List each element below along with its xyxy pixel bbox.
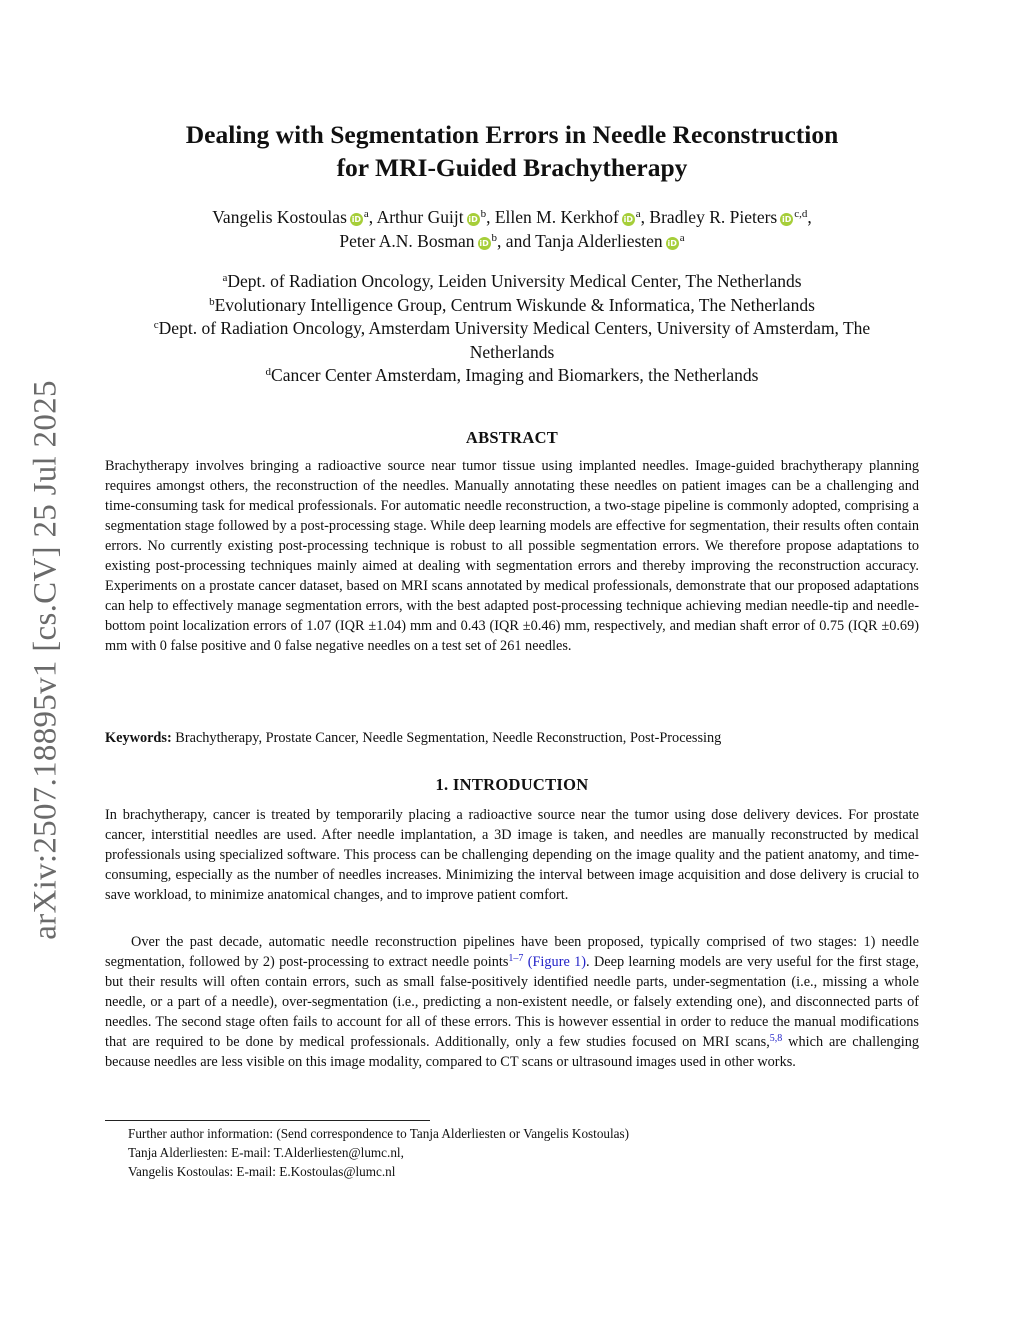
author-list — [100, 205, 924, 253]
footnote-line: Further author information: (Send correspondence to Tanja Alderliesten or Vangelis Kostoulas) — [128, 1126, 630, 1141]
intro-p2-text-a: Over the past decade, automatic needle reconstruction pipelines have been proposed, typically comprised of two stages: 1) needle segmentation, followed by 2) post-processing to extract needle points — [105, 934, 919, 970]
author-line-2 — [100, 229, 924, 253]
intro-paragraph-2 — [105, 932, 919, 1072]
keywords-line — [105, 728, 919, 748]
citation-link[interactable]: 5,8 — [769, 1033, 783, 1044]
paper-title — [100, 118, 924, 184]
author-separator: , — [807, 207, 812, 227]
figure-1-link[interactable]: (Figure 1) — [527, 954, 587, 970]
affiliation-mark: d — [265, 366, 272, 378]
orcid-icon[interactable]: iD — [351, 215, 362, 224]
affiliation-text: Dept. of Radiation Oncology, Amsterdam University Medical Centers, University of Amsterdam, The Netherlands — [158, 318, 871, 362]
author-separator: , — [640, 207, 650, 227]
footnotes — [128, 1124, 908, 1181]
affiliation-item — [100, 317, 924, 364]
footnote-line: Vangelis Kostoulas: E-mail: E.Kostoulas@lumc.nl — [128, 1164, 396, 1179]
affiliation-mark: b — [209, 295, 215, 308]
affiliation-text: Dept. of Radiation Oncology, Leiden University Medical Center, The Netherlands — [227, 271, 802, 291]
arxiv-margin-id[interactable]: arXiv:2507.18895v1 [cs.CV] 25 Jul 2025 — [27, 380, 64, 940]
orcid-icon[interactable]: iD — [468, 215, 478, 224]
title-line-2: for MRI-Guided Brachytherapy — [336, 153, 688, 182]
author-separator: , — [368, 207, 377, 227]
intro-paragraph-1: In brachytherapy, cancer is treated by temporarily placing a radioactive source near the tumor using dose delivery devices. For prostate cancer, interstitial needles are used. After needle implantation, a 3D image is taken, and needles are manually reconstructed by medical professionals using specialized software. This process can be challenging depending on the image quality and the patient anatomy, and time-consuming, especially as the number of needles increases. Minimizing the interval between image acquisition and dose delivery is crucial to save workload, to minimize anatomical changes, and to improve patient comfort. — [105, 807, 919, 903]
intro-p2-text-c: which are challenging because needles are less visible on this image modality, compared to CT scans or ultrasound images used in other works. — [105, 1034, 920, 1070]
orcid-icon[interactable]: iD — [623, 215, 633, 224]
author-name: Vangelis Kostoulas — [212, 207, 347, 227]
author-separator: , and — [497, 231, 536, 251]
author-name: Peter A.N. Bosman — [339, 231, 475, 251]
abstract-body: Brachytherapy involves bringing a radioactive source near tumor tissue using implanted needles. Image-guided brachytherapy planning requires amongst others, the reconstruction of the needles. Manually annotating these needles on patient images can be a challenging and time-consuming task for medical professionals. For automatic needle reconstruction, a two-stage pipeline is commonly adopted, comprising a segmentation stage followed by a post-processing stage. While deep learning models are effective for segmentation, their results often contain errors. No currently existing post-processing technique is robust to all possible segmentation errors. We therefore propose adaptations to existing post-processing techniques mainly aimed at dealing with segmentation errors and thereby improving the reconstruction accuracy. Experiments on a prostate cancer dataset, based on MRI scans annotated by medical professionals, demonstrate that our proposed adaptations can help to effectively manage segmentation errors, with the best adapted post-processing technique achieving median needle-tip and needle-bottom point localization errors of 1.07 (IQR ±1.04) mm and 0.43 (IQR ±0.46) mm, respectively, and median shaft error of 0.75 (IQR ±0.69) mm with 0 false positive and 0 false negative needles on a test set of 261 needles. — [105, 458, 919, 654]
orcid-icon[interactable]: iD — [667, 239, 677, 248]
author-affiliation-mark: a — [679, 232, 685, 244]
orcid-icon[interactable]: iD — [782, 215, 792, 224]
author-affiliation-mark: b — [480, 208, 487, 220]
author-line-1 — [100, 205, 924, 229]
intro-p2-text-b: . Deep learning models are very useful for the first stage, but their results will often contain errors, such as small false-positively identified needle parts, under-segmentation (i.e., missing a whole needle, or a part of a needle), over-segmentation (i.e., predicting a non-existent needle, or falsely extending one), and disconnected parts of needles. The second stage often fails to account for all of these errors. This is however essential in order to reduce the manual modifications that are required to be done by medical professionals. Additionally, only a few studies focused on MRI scans, — [105, 954, 920, 1050]
citation-link[interactable]: 1–7 — [508, 953, 524, 964]
author-affiliation-mark: a — [635, 208, 641, 220]
abstract-heading: ABSTRACT — [465, 428, 559, 447]
affiliation-text: Cancer Center Amsterdam, Imaging and Biomarkers, the Netherlands — [271, 365, 759, 385]
orcid-icon[interactable]: iD — [479, 239, 489, 248]
author-affiliation-mark: b — [491, 232, 498, 244]
affiliation-item — [100, 364, 924, 388]
affiliation-list — [100, 270, 924, 388]
title-line-1: Dealing with Segmentation Errors in Needle Reconstruction — [185, 120, 839, 149]
author-name: Arthur Guijt — [376, 207, 464, 227]
keywords-text: Brachytherapy, Prostate Cancer, Needle Segmentation, Needle Reconstruction, Post-Processing — [175, 730, 722, 746]
keywords-label: Keywords: — [105, 730, 172, 746]
affiliation-item — [100, 294, 924, 318]
footnote-divider — [105, 1120, 430, 1121]
author-affiliation-mark: c,d — [794, 208, 808, 220]
author-separator: , — [486, 207, 495, 227]
affiliation-mark: c — [153, 319, 159, 331]
author-name: Tanja Alderliesten — [535, 231, 663, 251]
footnote-line: Tanja Alderliesten: E-mail: T.Alderliesten@lumc.nl, — [128, 1145, 404, 1160]
author-name: Bradley R. Pieters — [649, 207, 778, 227]
affiliation-item — [100, 270, 924, 294]
author-affiliation-mark: a — [363, 208, 369, 220]
author-name: Ellen M. Kerkhof — [494, 207, 619, 227]
introduction-heading: 1. INTRODUCTION — [435, 775, 589, 794]
affiliation-text: Evolutionary Intelligence Group, Centrum Wiskunde & Informatica, The Netherlands — [214, 294, 815, 315]
affiliation-mark: a — [222, 272, 228, 284]
